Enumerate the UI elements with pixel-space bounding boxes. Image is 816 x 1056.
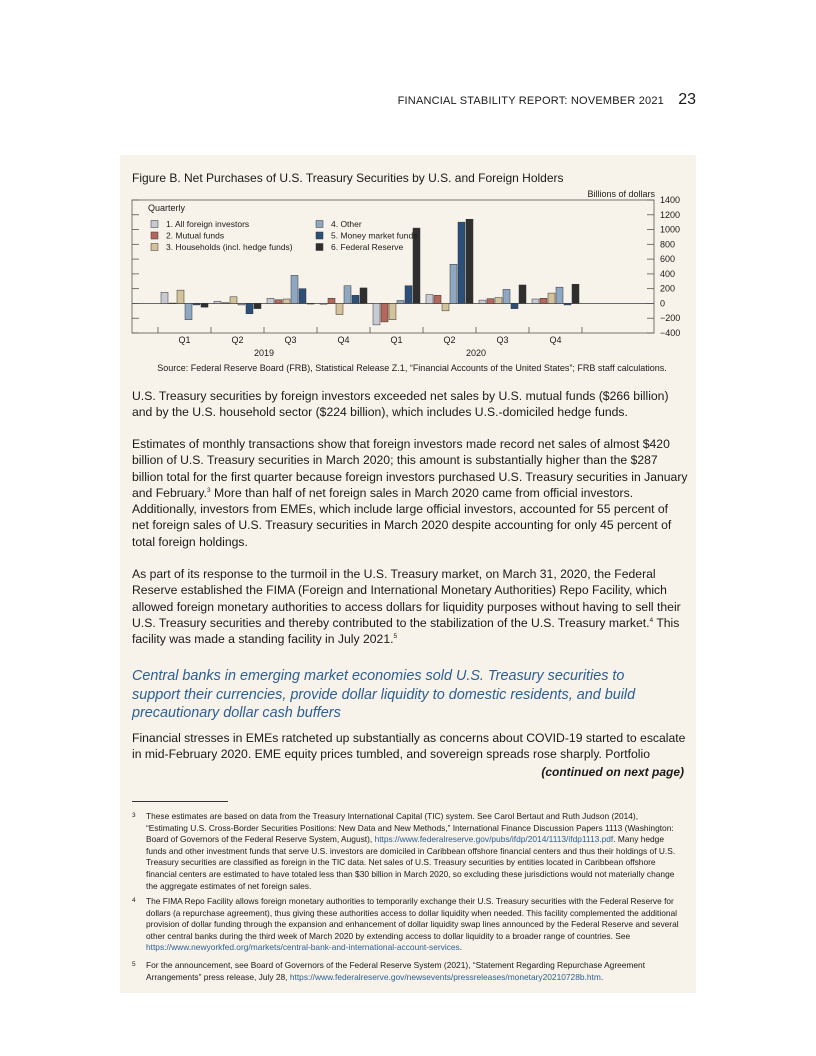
bar — [405, 286, 412, 304]
bar — [450, 264, 457, 303]
bar — [201, 303, 208, 307]
bar — [360, 288, 367, 304]
y-tick-label: 400 — [660, 268, 676, 279]
year-label: 2020 — [465, 348, 487, 358]
y-tick-label: 600 — [660, 254, 676, 265]
footnote-4-text-b: . — [459, 942, 463, 953]
legend — [151, 219, 417, 252]
footnote-3-link[interactable]: https://www.federalreserve.gov/pubs/ifdp/2014/1113/ifdp1113.pdf — [374, 834, 614, 845]
footnote-5-mark: 5 — [132, 961, 136, 968]
running-title: FINANCIAL STABILITY REPORT: NOVEMBER 2021 — [397, 95, 664, 107]
bar — [193, 303, 200, 304]
bar — [283, 299, 290, 303]
y-tick-label: 1400 — [660, 195, 681, 205]
bar — [434, 295, 441, 303]
y-tick-label: 800 — [660, 239, 676, 250]
y-axis — [132, 195, 680, 338]
p3-text-b: This facility was made a standing facility in July 2021. — [132, 615, 680, 647]
legend-label: 5. Money market funds — [331, 230, 418, 241]
bar — [230, 297, 237, 304]
bar — [564, 303, 571, 304]
legend-label: 1. All foreign investors — [166, 219, 250, 229]
footnote-5-link[interactable]: https://www.federalreserve.gov/newsevents/pressreleases/monetary20210728b.htm — [289, 971, 601, 982]
bar — [291, 275, 298, 303]
paragraph-3 — [132, 566, 688, 647]
legend-swatch — [316, 232, 323, 239]
bar — [442, 303, 449, 310]
x-tick-label: Q3 — [496, 335, 509, 345]
legend-swatch — [151, 232, 158, 239]
legend-swatch — [151, 244, 158, 251]
footnote-rule — [132, 801, 228, 802]
bar — [479, 300, 486, 303]
legend-label: 3. Households (incl. hedge funds) — [166, 242, 293, 252]
footnote-ref-5[interactable]: 5 — [393, 633, 398, 641]
bar — [267, 298, 274, 303]
footnote-5-text-b: . — [600, 971, 604, 982]
paragraph-2 — [132, 436, 688, 550]
bar — [389, 303, 396, 319]
figure-source: Source: Federal Reserve Board (FRB), Statistical Release Z.1, “Financial Accounts of the United States”; FRB staff calculations. — [157, 363, 667, 373]
bar — [177, 290, 184, 303]
x-tick-label: Q4 — [337, 335, 350, 345]
chart — [120, 185, 696, 365]
figure-title: Figure B. Net Purchases of U.S. Treasury Securities by U.S. and Foreign Holders — [132, 171, 564, 185]
bar — [458, 222, 465, 303]
bar — [169, 303, 176, 304]
bar — [397, 300, 404, 303]
bar — [275, 300, 282, 304]
bar — [336, 303, 343, 314]
y-tick-label: 1200 — [660, 209, 681, 220]
bar — [503, 289, 510, 303]
footnote-5 — [132, 960, 682, 983]
x-tick-label: Q3 — [284, 335, 297, 345]
bar — [519, 285, 526, 303]
footnote-3-text-a: These estimates are based on data from the Treasury International Capital (TIC) system. See Carol Bertaut and Ruth Judson (2014), “Estimating U.S. Cross-Border Securities Positions: New Data and New Methods,” International Finance Discussion Papers 1113 (Washington: Board of Governors of the Federal Reserve System, August), — [146, 811, 674, 845]
bar — [373, 303, 380, 324]
legend-label: 2. Mutual funds — [166, 230, 225, 241]
bar — [299, 289, 306, 304]
units-label: Billions of dollars — [587, 189, 655, 199]
section-heading: Central banks in emerging market economies sold U.S. Treasury securities to support their currencies, provide dollar liquidity to domestic residents, and build precautionary dollar cash buffers — [132, 668, 636, 721]
legend-label: 4. Other — [331, 219, 362, 229]
y-tick-label: −400 — [660, 328, 681, 338]
footnote-3-text-b: . Many hedge funds and other investment funds that serve U.S. investors are domiciled in Caribbean offshore financial centers and thus their holdings of U.S. Treasury securities are classified as foreign in the TIC data. Net sales of U.S. Treasury securities by entities located in Caribbean offshore financial centers are estimated to have totaled less than $30 billion in March 2020, so excluding these jurisdictions would not materially change the aggregate estimates of net foreign sales. — [146, 834, 676, 891]
bar — [532, 299, 539, 303]
legend-swatch — [316, 221, 323, 228]
y-tick-label: 200 — [660, 283, 676, 294]
bar — [426, 295, 433, 304]
bar — [222, 303, 229, 304]
footnote-3 — [132, 811, 682, 892]
bar — [572, 284, 579, 303]
bar — [556, 287, 563, 303]
p2-text-b: More than half of net foreign sales in March 2020 came from official investors. Additionally, investors from EMEs, which include large official investors, accounted for 55 percent of net foreign sales of U.S. Treasury securities in March 2020 despite accounting for only 45 percent of total foreign holdings. — [132, 485, 672, 549]
bar — [487, 299, 494, 304]
bar — [185, 303, 192, 319]
frequency-label: Quarterly — [148, 203, 186, 213]
y-tick-label: 1000 — [660, 224, 681, 235]
bar — [254, 303, 261, 308]
legend-swatch — [316, 244, 323, 251]
bar — [161, 292, 168, 303]
continued-note: (continued on next page) — [541, 765, 684, 779]
bar — [466, 219, 473, 303]
bar — [214, 301, 221, 303]
x-tick-label: Q2 — [231, 335, 244, 345]
bar — [246, 303, 253, 313]
bar — [381, 303, 388, 321]
legend-label: 6. Federal Reserve — [331, 242, 404, 252]
page-number: 23 — [678, 91, 696, 108]
y-tick-label: −200 — [660, 313, 681, 324]
paragraph-4: Financial stresses in EMEs ratcheted up substantially as concerns about COVID-19 started to escalate in mid-February 2020. EME equity prices tumbled, and sovereign spreads rose sharply. Portfolio — [132, 731, 686, 762]
boxed-feature — [120, 155, 696, 993]
paragraph-1: U.S. Treasury securities by foreign investors exceeded net sales by U.S. mutual funds ($266 billion) and by the U.S. household sector ($224 billion), which includes U.S.-domiciled hedge funds. — [132, 389, 669, 420]
footnote-4 — [132, 896, 682, 954]
footnote-4-mark: 4 — [132, 897, 136, 904]
bar — [352, 295, 359, 303]
bar — [238, 303, 245, 304]
bar — [548, 293, 555, 303]
bar — [344, 286, 351, 304]
bar — [540, 298, 547, 303]
footnote-4-link[interactable]: https://www.newyorkfed.org/markets/central-bank-and-international-account-services — [146, 942, 460, 953]
x-tick-label: Q4 — [549, 335, 562, 345]
year-label: 2019 — [253, 348, 275, 358]
footnote-ref-4[interactable]: 4 — [649, 616, 654, 624]
footnote-4-text-a: The FIMA Repo Facility allows foreign monetary authorities to temporarily exchange their U.S. Treasury securities with the Federal Reserve for dollars (a repurchase agreement), thus giving these authorities access to dollar liquidity when needed. This facility complemented the additional provision of dollar funding through the expansion and enhancement of dollar liquidity swap lines announced by the Federal Reserve and several other central banks during the third week of March 2020 by extending access to dollar liquidity to a broader range of countries. See — [146, 896, 679, 941]
footnote-5-text-a: For the announcement, see Board of Governors of the Federal Reserve System (2021), “Statement Regarding Repurchase Agreement Arrangements” press release, July 28, — [146, 960, 646, 982]
p2-text-a: Estimates of monthly transactions show that foreign investors made record net sales of almost $420 billion of U.S. Treasury securities in March 2020; this amount is substantially higher than the $287 billion total for the first quarter because foreign investors purchased U.S. Treasury securities in January and February. — [132, 437, 688, 500]
p3-text-a: As part of its response to the turmoil in the U.S. Treasury market, on March 31, 2020, the Federal Reserve established the FIMA (Foreign and International Monetary Authorities) Repo Facility, which allowed foreign monetary authorities to access dollars for liquidity purposes without having to sell their U.S. Treasury securities and thereby contributed to the stabilization of the U.S. Treasury market. — [132, 567, 681, 630]
bar — [320, 303, 327, 304]
legend-swatch — [151, 221, 158, 228]
bar — [307, 303, 314, 304]
x-tick-label: Q2 — [443, 335, 456, 345]
bar — [511, 303, 518, 308]
bar — [495, 298, 502, 304]
y-tick-label: 0 — [660, 298, 666, 309]
footnote-3-mark: 3 — [132, 812, 136, 819]
footnote-ref-3[interactable]: 3 — [206, 486, 211, 494]
x-tick-label: Q1 — [390, 335, 403, 345]
x-axis — [158, 327, 582, 358]
x-tick-label: Q1 — [178, 335, 191, 345]
bar — [328, 298, 335, 303]
